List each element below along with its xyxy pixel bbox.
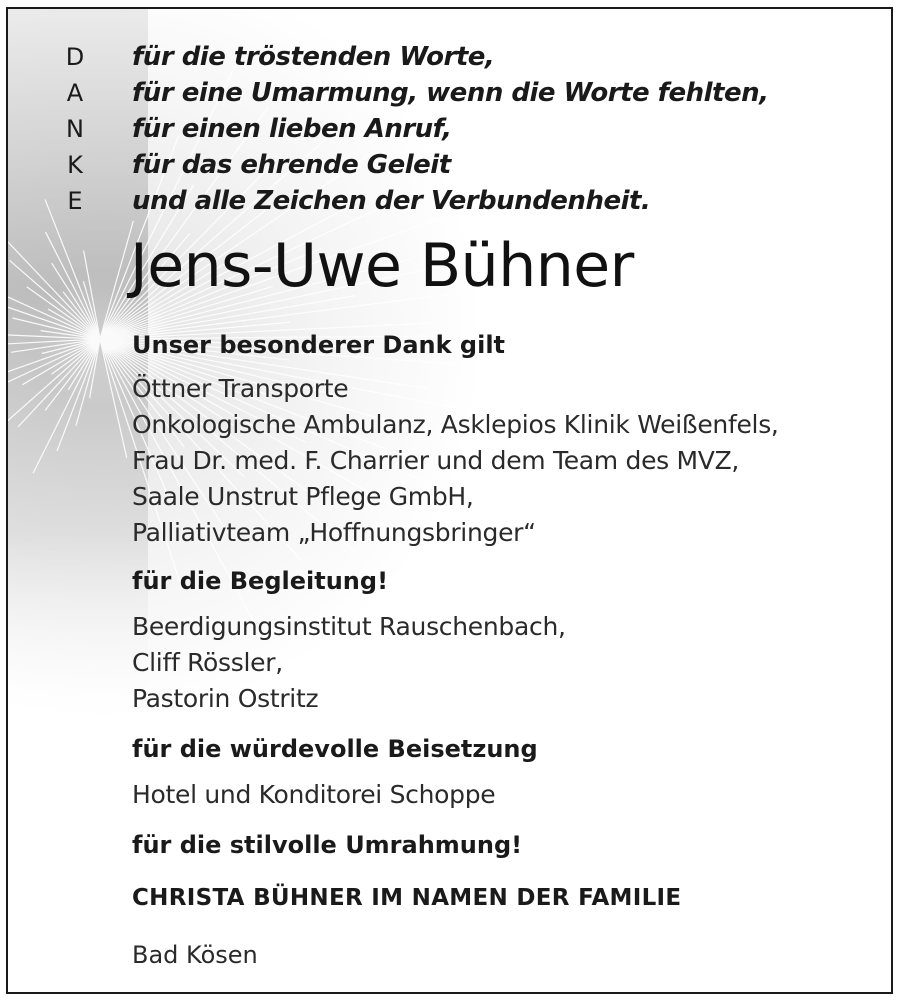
special-thanks-list xyxy=(132,371,779,551)
acrostic-letter: E xyxy=(67,187,83,215)
section-heading-framing: für die stilvolle Umrahmung! xyxy=(132,831,523,859)
thanks-phrases xyxy=(132,39,768,219)
danke-acrostic xyxy=(60,39,90,219)
section-heading-companionship: für die Begleitung! xyxy=(132,567,389,595)
list-item: Hotel und Konditorei Schoppe xyxy=(132,780,496,809)
thanks-phrase: für einen lieben Anruf, xyxy=(132,114,452,144)
list-item: Öttner Transporte xyxy=(132,374,349,403)
companionship-list xyxy=(132,609,566,717)
signature-place: Bad Kösen xyxy=(132,941,258,969)
thanks-phrase: für das ehrende Geleit xyxy=(132,150,451,180)
list-item: Saale Unstrut Pflege GmbH, xyxy=(132,482,474,511)
thanks-phrase: für eine Umarmung, wenn die Worte fehlten, xyxy=(132,78,769,108)
list-item: Pastorin Ostritz xyxy=(132,684,319,713)
acrostic-letter: K xyxy=(67,151,83,179)
acrostic-letter: D xyxy=(65,43,85,71)
list-item: Beerdigungsinstitut Rauschenbach, xyxy=(132,612,566,641)
acrostic-letter: A xyxy=(66,79,84,107)
deceased-name: Jens-Uwe Bühner xyxy=(130,231,634,301)
section-heading-burial: für die würdevolle Beisetzung xyxy=(132,735,538,763)
list-item: Frau Dr. med. F. Charrier und dem Team des MVZ, xyxy=(132,446,740,475)
section-heading-special-thanks: Unser besonderer Dank gilt xyxy=(132,331,506,359)
thanks-phrase: für die tröstenden Worte, xyxy=(132,42,495,72)
list-item: Palliativteam „Hoffnungsbringer“ xyxy=(132,518,536,547)
burial-list xyxy=(132,777,495,813)
signature-family: CHRISTA BÜHNER IM NAMEN DER FAMILIE xyxy=(132,885,682,911)
list-item: Onkologische Ambulanz, Asklepios Klinik Weißenfels, xyxy=(132,410,779,439)
thanks-phrase: und alle Zeichen der Verbundenheit. xyxy=(132,186,651,216)
obituary-notice xyxy=(6,7,893,994)
acrostic-letter: N xyxy=(66,115,84,143)
list-item: Cliff Rössler, xyxy=(132,648,283,677)
